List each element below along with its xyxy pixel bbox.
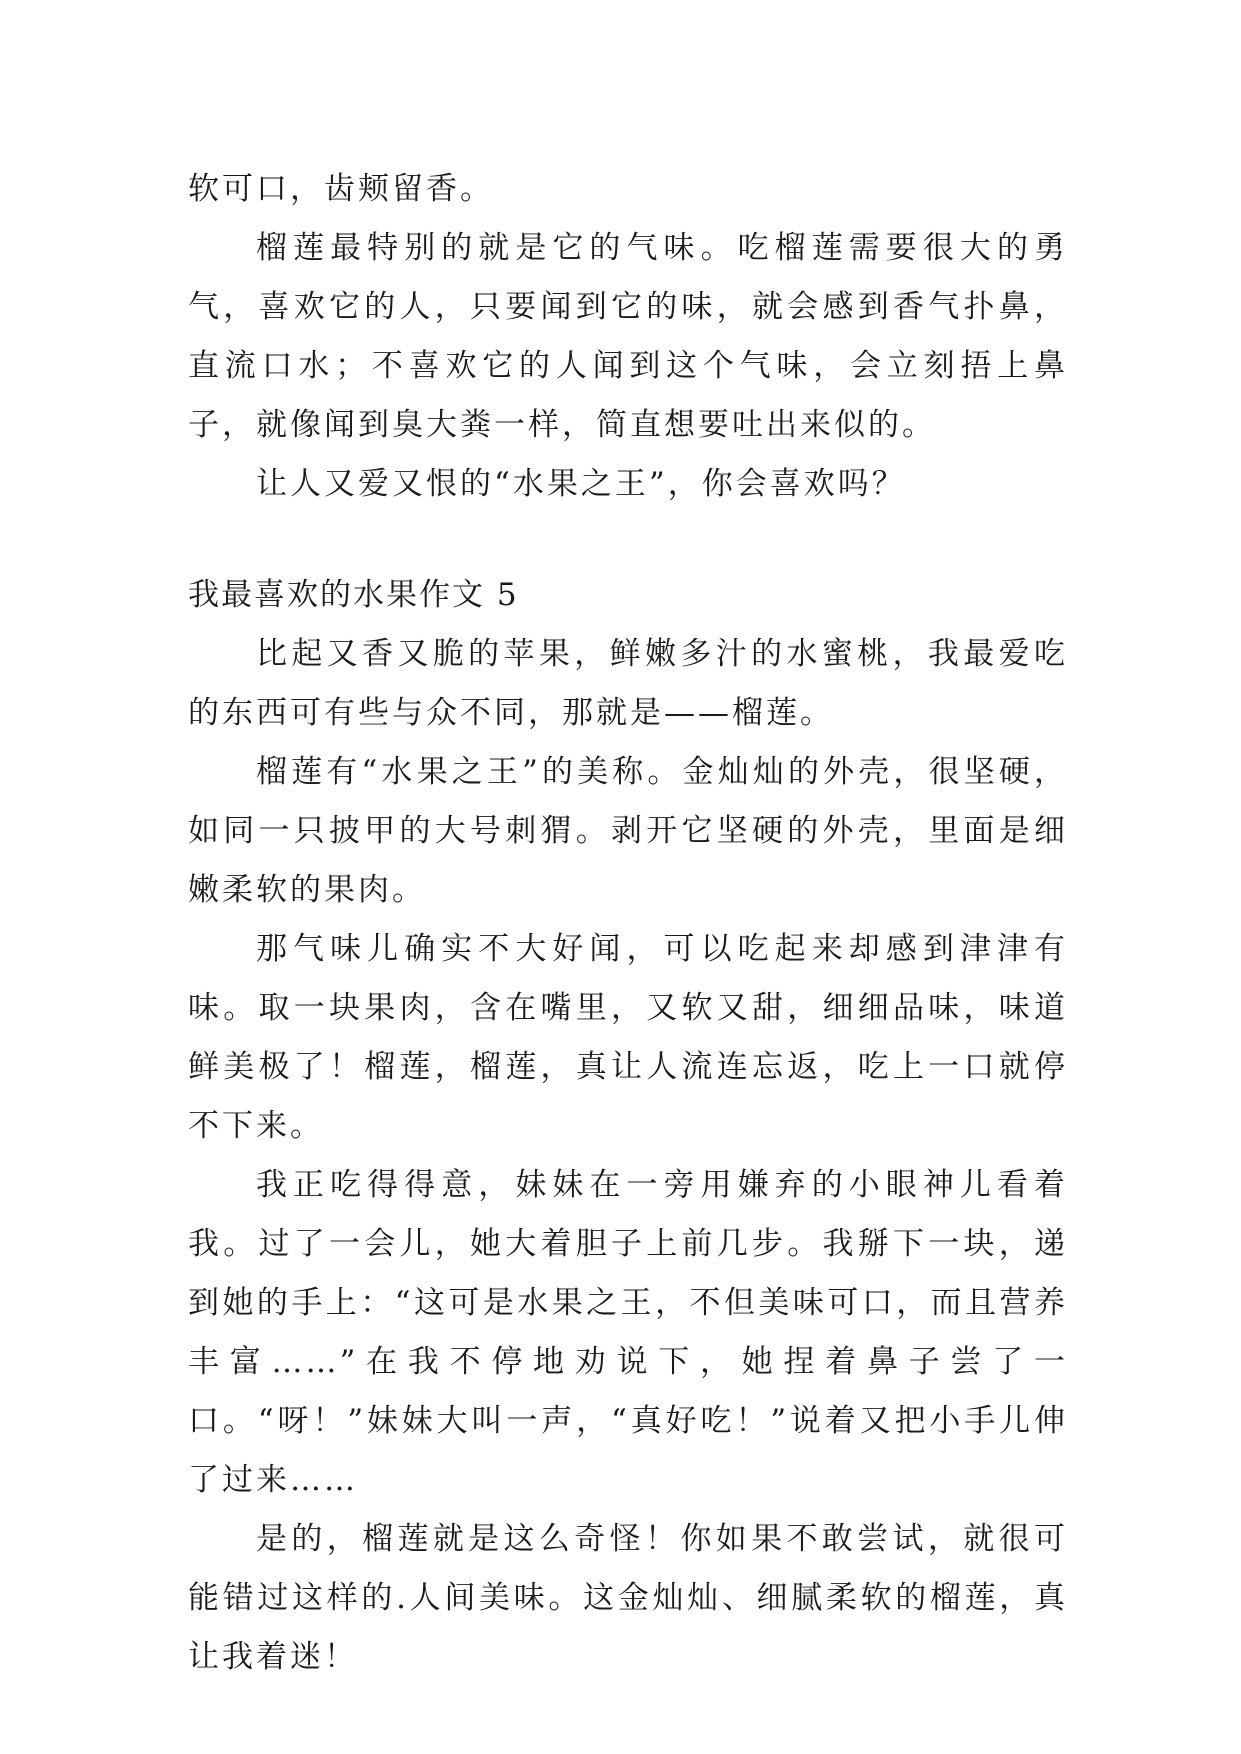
paragraph-conclusion: 是的，榴莲就是这么奇怪！你如果不敢尝试，就很可能错过这样的.人间美味。这金灿灿、细腻柔软的榴莲，真让我着迷！ [188, 1521, 1068, 1675]
paragraph-question: 让人又爱又恨的“水果之王”，你会喜欢吗？ [256, 466, 906, 502]
paragraph-intro: 比起又香又脆的苹果，鲜嫩多汁的水蜜桃，我最爱吃的东西可有些与众不同，那就是——榴莲。 [188, 636, 1068, 731]
document-body [188, 160, 1068, 1687]
paragraph-appearance: 榴莲有“水果之王”的美称。金灿灿的外壳，很坚硬，如同一只披甲的大号刺猬。剥开它坚硬的外壳，里面是细嫩柔软的果肉。 [188, 754, 1068, 908]
paragraph-taste: 那气味儿确实不大好闻，可以吃起来却感到津津有味。取一块果肉，含在嘴里，又软又甜，细细品味，味道鲜美极了！榴莲，榴莲，真让人流连忘返，吃上一口就停不下来。 [188, 931, 1068, 1144]
paragraph-continuation: 软可口，齿颊留香。 [188, 171, 494, 207]
section-gap [188, 514, 1068, 566]
paragraph-sister: 我正吃得得意，妹妹在一旁用嫌弃的小眼神儿看着我。过了一会儿，她大着胆子上前几步。我掰下一块，递到她的手上：“这可是水果之王，不但美味可口，而且营养丰富……”在我不停地劝说下，她捏着鼻子尝了一口。“呀！”妹妹大叫一声，“真好吃！”说着又把小手儿伸了过来…… [188, 1167, 1068, 1498]
paragraph-smell: 榴莲最特别的就是它的气味。吃榴莲需要很大的勇气，喜欢它的人，只要闻到它的味，就会感到香气扑鼻，直流口水；不喜欢它的人闻到这个气味，会立刻捂上鼻子，就像闻到臭大粪一样，简直想要吐出来似的。 [188, 230, 1068, 443]
essay-title: 我最喜欢的水果作文 5 [188, 577, 519, 613]
